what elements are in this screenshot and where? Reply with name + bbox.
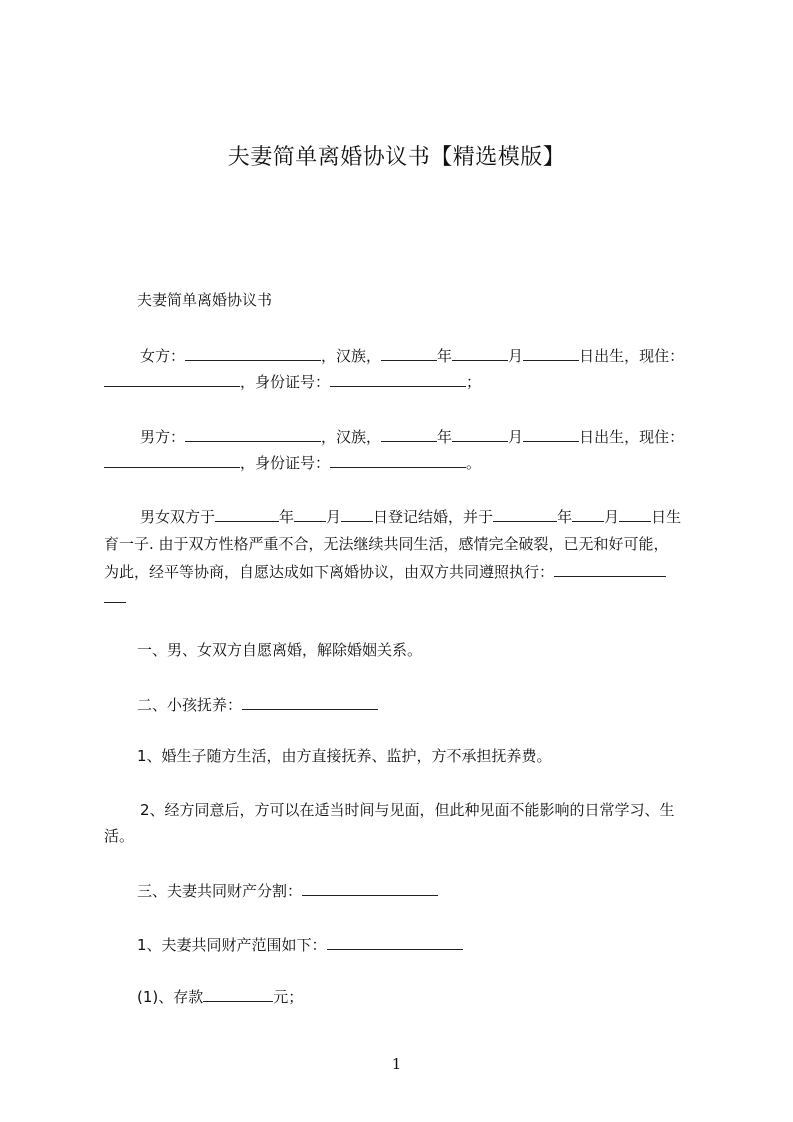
birth-year-blank (493, 506, 557, 522)
male-line-1 (140, 426, 684, 447)
marriage-intro: 男女双方于 (140, 508, 216, 526)
male-year: 年 (437, 428, 453, 446)
female-month: 月 (508, 347, 524, 365)
female-day-blank (523, 345, 579, 361)
female-name-blank (185, 345, 321, 361)
clause-2-2: 2、经方同意后，方可以在适当时间与见面，但此种见面不能影响的日常学习、生 (140, 801, 675, 819)
page-number: 1 (391, 1055, 402, 1073)
female-year: 年 (437, 347, 453, 365)
clause-2-blank (242, 694, 378, 710)
male-ethnicity: ，汉族， (321, 428, 382, 446)
female-id-blank (330, 371, 466, 387)
clause-3-1-1 (137, 986, 303, 1007)
clause-3-1-label: 1、夫妻共同财产范围如下： (137, 936, 327, 954)
birth-month: 月 (604, 508, 620, 526)
deposit-label: (1)、存款 (137, 988, 204, 1006)
birth-day: 日生 (651, 508, 682, 526)
female-month-blank (452, 345, 508, 361)
male-id-label: ，身份证号： (240, 454, 331, 472)
marriage-blank-continued (104, 587, 126, 603)
male-end: 。 (466, 454, 482, 472)
male-born: 日出生，现住： (579, 428, 685, 446)
clause-1: 一、男、女双方自愿离婚，解除婚姻关系。 (137, 641, 423, 659)
subtitle: 夫妻简单离婚协议书 (137, 291, 273, 309)
deposit-blank (203, 986, 273, 1002)
marriage-line-3-text: 为此，经平等协商，自愿达成如下离婚协议，由双方共同遵照执行： (104, 563, 555, 581)
female-born: 日出生，现住： (579, 347, 685, 365)
female-line-1 (140, 345, 684, 366)
female-address-blank (104, 371, 240, 387)
female-end: ； (466, 373, 482, 391)
clause-2 (137, 694, 378, 715)
male-address-blank (104, 452, 240, 468)
male-name-blank (185, 426, 321, 442)
clause-3-1-blank (327, 934, 463, 950)
marriage-year-blank (215, 506, 279, 522)
clause-2-2-continued: 活。 (104, 827, 135, 845)
clause-2-1: 1、婚生子随方生活，由方直接抚养、监护，方不承担抚养费。 (137, 747, 552, 765)
female-year-blank (381, 345, 437, 361)
marriage-blank (554, 561, 666, 577)
marriage-line-3 (104, 561, 666, 582)
clause-3 (137, 880, 438, 901)
deposit-unit: 元； (273, 988, 304, 1006)
clause-2-label: 二、小孩抚养： (137, 696, 243, 714)
female-ethnicity: ，汉族， (321, 347, 382, 365)
marriage-year: 年 (279, 508, 295, 526)
male-day-blank (523, 426, 579, 442)
birth-month-blank (572, 506, 604, 522)
marriage-day-blank (341, 506, 373, 522)
male-line-2 (104, 452, 481, 473)
male-id-blank (330, 452, 466, 468)
female-line-2 (104, 371, 481, 392)
male-month-blank (452, 426, 508, 442)
marriage-month-blank (294, 506, 326, 522)
birth-day-blank (619, 506, 651, 522)
marriage-line-4 (104, 587, 126, 608)
marriage-month: 月 (326, 508, 342, 526)
male-label: 男方： (140, 428, 186, 446)
male-month: 月 (508, 428, 524, 446)
marriage-registered: 日登记结婚，并于 (373, 508, 494, 526)
birth-year: 年 (557, 508, 573, 526)
document-title: 夫妻简单离婚协议书【精选模版】 (227, 145, 566, 170)
female-id-label: ，身份证号： (240, 373, 331, 391)
male-year-blank (381, 426, 437, 442)
marriage-line-2: 育一子. 由于双方性格严重不合，无法继续共同生活，感情完全破裂，已无和好可能， (104, 535, 669, 553)
clause-3-1 (137, 934, 463, 955)
marriage-line-1 (140, 506, 681, 527)
female-label: 女方： (140, 347, 186, 365)
clause-3-blank (302, 880, 438, 896)
clause-3-label: 三、夫妻共同财产分割： (137, 882, 303, 900)
